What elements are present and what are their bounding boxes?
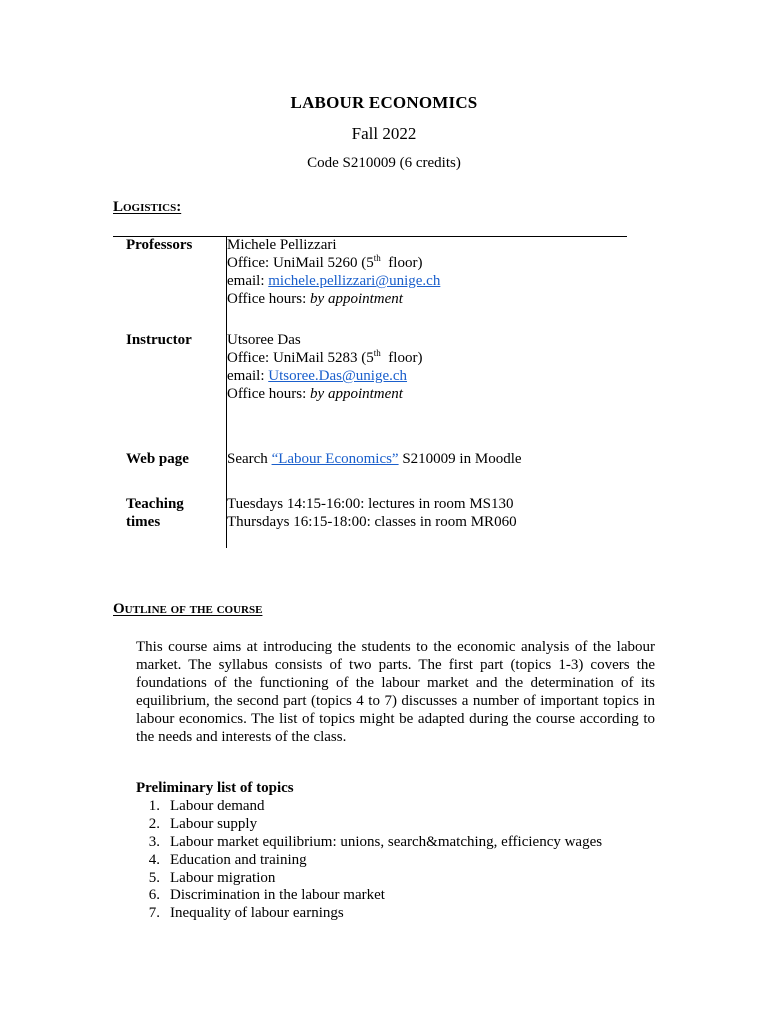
list-item-number: 5.: [148, 869, 160, 886]
logistics-heading: Logistics:: [113, 199, 182, 215]
instructor-email-link[interactable]: Utsoree.Das@unige.ch: [268, 368, 408, 384]
teaching-times-details: [227, 495, 517, 531]
list-item-number: 3.: [148, 833, 160, 850]
professor-email-line: email: michele.pellizzari@unige.ch: [227, 273, 441, 289]
list-item: [136, 870, 602, 888]
instructor-name: Utsoree Das: [227, 332, 301, 348]
outline-paragraph: This course aims at introducing the students to the economic analysis of the labour market. The syllabus consists of two parts. The first part (topics 1-3) covers the foundations of the functioning of the labour market and the determination of its equilibrium, the second part (topics 4 to 7) discusses a number of important topics in labour economics. The list of topics might be adapted during the course according to the needs and interests of the class.: [136, 639, 655, 745]
instructor-label: Instructor: [126, 332, 192, 348]
list-item: [136, 834, 602, 852]
moodle-search-link[interactable]: “Labour Economics”: [271, 451, 399, 467]
topics-list: [136, 798, 602, 923]
professor-email-link[interactable]: michele.pellizzari@unige.ch: [268, 273, 441, 289]
professors-label: Professors: [126, 237, 193, 253]
list-item: [136, 905, 602, 923]
professor-hours: Office hours: by appointment: [227, 291, 403, 307]
list-item-text: Inequality of labour earnings: [170, 905, 344, 922]
professor-office: Office: UniMail 5260 (5th floor): [227, 253, 423, 271]
web-page-details: Search “Labour Economics” S210009 in Moodle: [227, 451, 522, 467]
topics-heading: Preliminary list of topics: [136, 780, 294, 796]
web-page-label: Web page: [126, 451, 189, 467]
list-item: [136, 816, 602, 834]
list-item-number: 7.: [148, 905, 160, 922]
course-code: Code S210009 (6 credits): [307, 155, 461, 171]
teaching-time-tuesday: Tuesdays 14:15-16:00: lectures in room MS130: [227, 496, 514, 512]
teaching-times-label: Teaching times: [126, 496, 184, 530]
term-label: Fall 2022: [351, 124, 417, 143]
list-item-number: 2.: [148, 815, 160, 832]
list-item-text: Labour market equilibrium: unions, search&matching, efficiency wages: [170, 833, 603, 850]
list-item-number: 4.: [148, 851, 160, 868]
list-item-text: Labour migration: [170, 869, 276, 886]
list-item: [136, 798, 602, 816]
list-item-number: 1.: [148, 798, 160, 814]
instructor-hours: Office hours: by appointment: [227, 386, 403, 402]
list-item-text: Education and training: [170, 851, 307, 868]
list-item-number: 6.: [148, 887, 160, 904]
list-item: [136, 887, 602, 905]
instructor-email-line: email: Utsoree.Das@unige.ch: [227, 368, 408, 384]
professors-details: [227, 236, 440, 308]
outline-heading: Outline of the course: [113, 601, 263, 617]
professor-name: Michele Pellizzari: [227, 237, 337, 253]
document-title: LABOUR ECONOMICS: [290, 93, 478, 112]
list-item-text: Labour supply: [170, 815, 258, 832]
list-item-text: Labour demand: [170, 798, 265, 814]
instructor-details: [227, 331, 422, 403]
list-item: [136, 852, 602, 870]
instructor-office: Office: UniMail 5283 (5th floor): [227, 348, 423, 366]
list-item-text: Discrimination in the labour market: [170, 887, 385, 904]
teaching-time-thursday: Thursdays 16:15-18:00: classes in room MR060: [227, 514, 517, 530]
